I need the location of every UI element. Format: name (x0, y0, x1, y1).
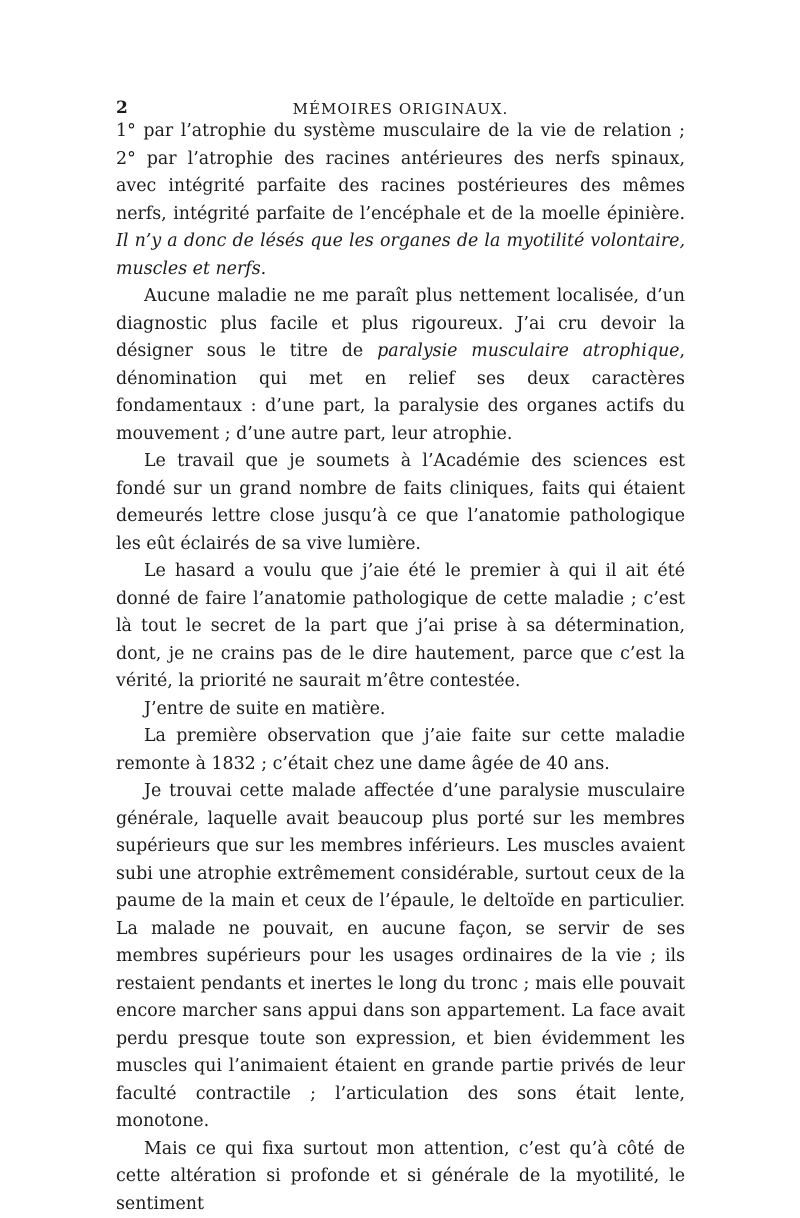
running-title: MÉMOIRES ORIGINAUX. (116, 100, 685, 118)
paragraph (116, 448, 685, 558)
book-page (116, 94, 685, 1218)
paragraph (116, 558, 685, 696)
paragraph (116, 696, 685, 724)
text-segment: 1° par l’atrophie du système musculaire de la vie de relation ; 2° par l’atrophie des racines antérieures des nerfs spinaux, avec intégrité parfaite des racines postérieures des mêmes nerfs, intégrité parfaite de l’encéphale et de la moelle épinière. (116, 121, 685, 224)
paragraph (116, 778, 685, 1136)
body-text (116, 118, 685, 1218)
text-segment: Aucune maladie ne me paraît plus nettement localisée, d’un diagnostic plus facile et plus rigoureux. J’ai cru devoir la désigner sous le titre de (116, 286, 685, 361)
text-segment: Le hasard a voulu que j’aie été le premier à qui il ait été donné de faire l’anatomie pathologique de cette maladie ; c’est là tout le secret de la part que j’ai prise à sa détermination, dont, je ne crains pas de le dire hautement, parce que c’est la vérité, la priorité ne saurait m’être contestée. (116, 561, 685, 691)
italic-segment: paralysie musculaire atrophique (377, 341, 679, 361)
text-segment: La première observation que j’aie faite sur cette maladie remonte à 1832 ; c’était chez une dame âgée de 40 ans. (116, 726, 685, 774)
paragraph (116, 283, 685, 448)
running-head (116, 94, 685, 118)
text-segment: Le travail que je soumets à l’Académie des sciences est fondé sur un grand nombre de faits cliniques, faits qui étaient demeurés lettre close jusqu’à ce que l’anatomie pathologique les eût éclairés de sa vive lumière. (116, 451, 685, 554)
paragraph (116, 723, 685, 778)
italic-segment: Il n’y a donc de lésés que les organes de la myotilité volontaire, muscles et nerfs. (116, 231, 685, 279)
paragraph (116, 118, 685, 283)
text-segment: Je trouvai cette malade affectée d’une paralysie musculaire générale, laquelle avait beaucoup plus porté sur les membres supérieurs que sur les membres inférieurs. Les muscles avaient subi une atrophie extrêmement considérable, surtout ceux de la paume de la main et ceux de l’épaule, le deltoïde en particulier. La malade ne pouvait, en aucune façon, se servir de ses membres supérieurs pour les usages ordinaires de la vie ; ils restaient pendants et inertes le long du tronc ; mais elle pouvait encore marcher sans appui dans son appartement. La face avait perdu presque toute son expression, et bien évidemment les muscles qui l’animaient étaient en grande partie privés de leur faculté contractile ; l’articulation des sons était lente, monotone. (116, 781, 685, 1131)
text-segment: J’entre de suite en matière. (144, 699, 385, 719)
paragraph (116, 1136, 685, 1218)
text-segment: Mais ce qui fixa surtout mon attention, c’est qu’à côté de cette altération si profonde et si générale de la myotilité, le sentiment (116, 1139, 685, 1214)
text-segment: , dénomination qui met en relief ses deux caractères fondamentaux : d’une part, la paralysie des organes actifs du mouvement ; d’une autre part, leur atrophie. (116, 341, 685, 444)
page-number: 2 (116, 98, 128, 118)
